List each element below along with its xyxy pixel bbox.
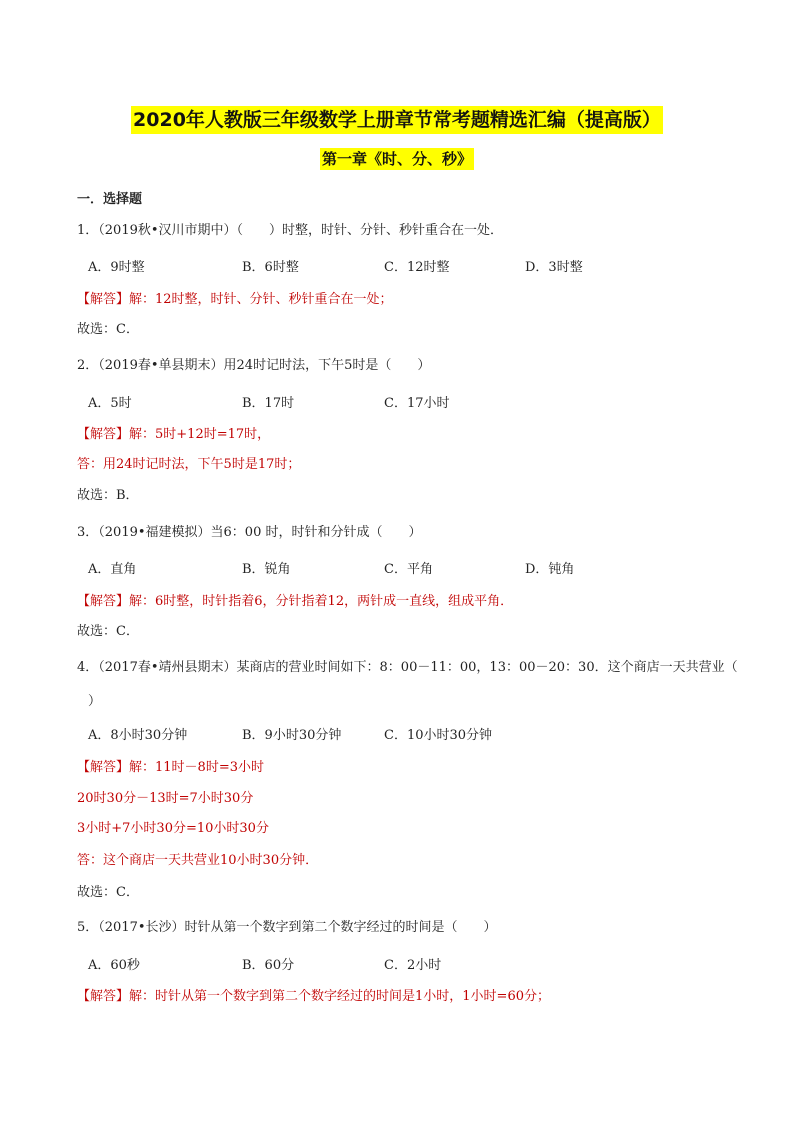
option-a: A．60秒 [88,958,140,973]
option-b: B．6时整 [242,260,299,275]
question-4-answer-line-2: 20时30分－13时=7小时30分 [77,791,254,806]
question-2-answer [77,426,270,444]
answer-line: 解：6时整，时针指着6，分针指着12，两针成一直线，组成平角． [129,594,514,609]
question-4-answer [77,759,264,777]
question-3-stem: 3．（2019•福建模拟）当6：00 时，时针和分针成（ ） [77,525,422,540]
question-4-answer-line-3: 3小时+7小时30分=10小时30分 [77,821,269,836]
answer-line: 解：11时－8时=3小时 [129,760,264,775]
question-1-answer [77,291,393,309]
subtitle-block [0,148,794,170]
question-2-choice: 故选：B． [77,488,139,503]
answer-line: 解：5时+12时=17时， [129,427,271,442]
question-3-answer [77,593,513,611]
question-4-answer-line-4: 答：这个商店一天共营业10小时30分钟． [77,853,319,868]
question-5-stem: 5．（2017•长沙）时针从第一个数字到第二个数字经过的时间是（ ） [77,920,497,935]
answer-tag: 【解答】 [77,989,130,1004]
option-a: A．8小时30分钟 [88,728,188,743]
option-b: B．锐角 [242,562,291,577]
question-4-choice: 故选：C． [77,885,139,900]
answer-tag: 【解答】 [77,594,130,609]
option-a: A．5时 [88,396,132,411]
option-b: B．9小时30分钟 [242,728,342,743]
question-2-answer-line-2: 答：用24时记时法，下午5时是17时； [77,457,301,472]
question-1-choice: 故选：C． [77,322,139,337]
question-2-stem: 2．（2019春•单县期末）用24时记时法，下午5时是（ ） [77,358,431,373]
option-a: A．直角 [88,562,137,577]
question-4-stem-cont: ） [88,694,102,709]
option-d: D．3时整 [525,260,583,275]
page-title: 2020年人教版三年级数学上册章节常考题精选汇编（提高版） [131,106,663,134]
title-block [0,106,794,134]
question-3-choice: 故选：C． [77,624,139,639]
section-title: 一．选择题 [77,192,143,207]
answer-line: 解：时针从第一个数字到第二个数字经过的时间是1小时，1小时=60分； [129,989,550,1004]
option-b: B．60分 [242,958,295,973]
question-4-stem: 4．（2017春•靖州县期末）某商店的营业时间如下：8：00－11：00，13：00－20：30．这个商店一天共营业（ [77,660,738,675]
option-c: C．2小时 [384,958,442,973]
question-5-answer [77,988,550,1006]
option-c: C．17小时 [384,396,450,411]
option-b: B．17时 [242,396,295,411]
option-a: A．9时整 [88,260,145,275]
answer-tag: 【解答】 [77,427,130,442]
chapter-title: 第一章《时、分、秒》 [321,150,472,168]
question-1-stem: 1．（2019秋•汉川市期中）（ ）时整，时针、分针、秒针重合在一处． [77,223,504,238]
answer-line: 解：12时整，时针、分针、秒针重合在一处； [129,292,393,307]
answer-tag: 【解答】 [77,760,130,775]
option-c: C．12时整 [384,260,450,275]
answer-tag: 【解答】 [77,292,130,307]
option-c: C．10小时30分钟 [384,728,493,743]
option-c: C．平角 [384,562,433,577]
option-d: D．钝角 [525,562,575,577]
